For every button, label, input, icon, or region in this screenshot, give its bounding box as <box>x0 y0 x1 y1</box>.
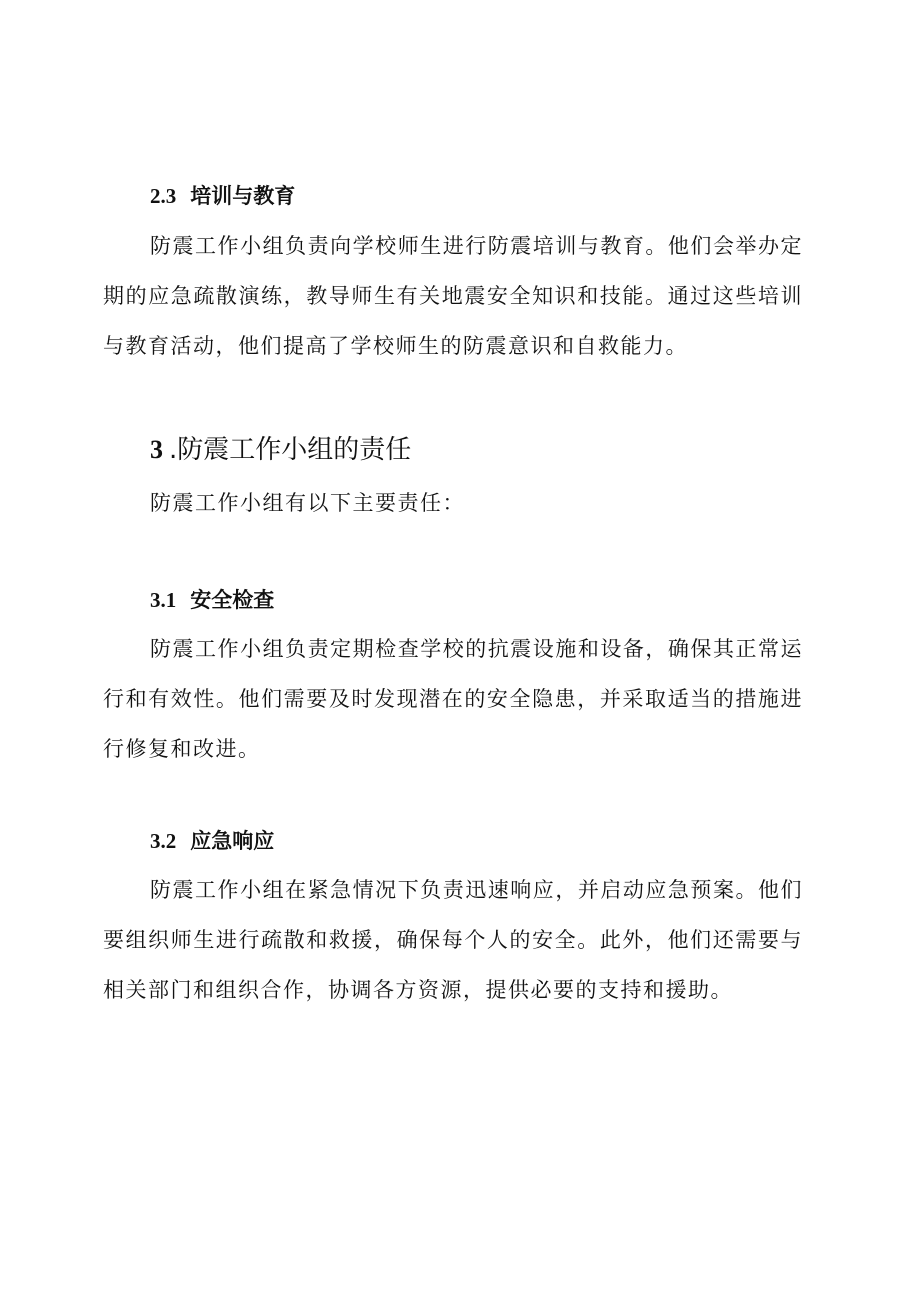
subsection-heading-2-3 <box>103 181 850 211</box>
subsection-number: 3.2 <box>150 829 177 853</box>
subsection-heading-3-1 <box>103 585 850 615</box>
subsection-heading-3-2 <box>103 826 850 856</box>
subsection-title: 安全检查 <box>190 588 275 612</box>
paragraph-3-2: 防震工作小组在紧急情况下负责迅速响应，并启动应急预案。他们要组织师生进行疏散和救援，确保每个人的安全。此外，他们还需要与相关部门和组织合作，协调各方资源，提供必要的支持和援助。 <box>103 878 803 1002</box>
section-intro-3: 防震工作小组有以下主要责任： <box>150 491 465 515</box>
subsection-title: 应急响应 <box>190 829 275 853</box>
subsection-title: 培训与教育 <box>190 184 296 208</box>
paragraph-3-1: 防震工作小组负责定期检查学校的抗震设施和设备，确保其正常运行和有效性。他们需要及时发现潜在的安全隐患，并采取适当的措施进行修复和改进。 <box>103 637 803 761</box>
subsection-number: 3.1 <box>150 588 177 612</box>
section-title: .防震工作小组的责任 <box>169 435 412 465</box>
section-number: 3 <box>150 435 163 464</box>
section-heading-3 <box>103 432 850 468</box>
subsection-number: 2.3 <box>150 184 177 208</box>
paragraph-2-3: 防震工作小组负责向学校师生进行防震培训与教育。他们会举办定期的应急疏散演练，教导师生有关地震安全知识和技能。通过这些培训与教育活动，他们提高了学校师生的防震意识和自救能力。 <box>103 234 803 358</box>
